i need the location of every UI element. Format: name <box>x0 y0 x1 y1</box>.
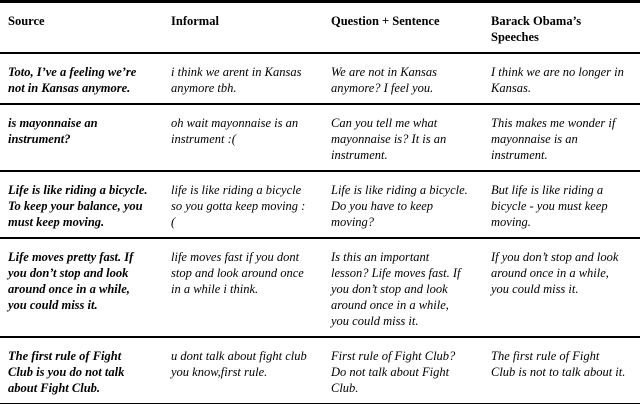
table-row <box>0 53 640 104</box>
column-header-obama-speeches: Barack Obama’s Speeches <box>483 2 640 54</box>
table-row <box>0 171 640 238</box>
cell-informal: oh wait mayonnaise is an instrument :( <box>163 104 323 171</box>
table-header <box>0 2 640 54</box>
cell-source: Life is like riding a bicycle. To keep your balance, you must keep moving. <box>0 171 163 238</box>
cell-obama-speeches: I think we are no longer in Kansas. <box>483 53 640 104</box>
cell-informal: u dont talk about fight club you know,first rule. <box>171 349 307 379</box>
cell-question-sentence: Is this an important lesson? Life moves fast. If you don’t stop and look around once in a while, you could miss it. <box>323 238 483 337</box>
cell-obama-speeches: This makes me wonder if mayonnaise is an instrument. <box>483 104 640 171</box>
header-row <box>0 2 640 54</box>
cell-informal: life is like riding a bicycle so you gotta keep moving :( <box>163 171 323 238</box>
cell-informal: i think we arent in Kansas anymore tbh. <box>163 53 323 104</box>
table-row <box>0 104 640 171</box>
table-body <box>0 53 640 404</box>
cell-question-sentence: We are not in Kansas anymore? I feel you. <box>323 53 483 104</box>
table-row <box>0 238 640 337</box>
cell-informal: life moves fast if you dont stop and look around once in a while i think. <box>163 238 323 337</box>
column-header-question-sentence: Question + Sentence <box>323 2 483 54</box>
cell-source: Toto, I’ve a feeling we’re not in Kansas anymore. <box>0 53 163 104</box>
cell-source: The first rule of Fight Club is you do not talk about Fight Club. <box>8 349 125 395</box>
cell-question-sentence: Can you tell me what mayonnaise is? It is an instrument. <box>323 104 483 171</box>
cell-obama-speeches: The first rule of Fight Club is not to talk about it. <box>491 349 626 379</box>
column-header-informal: Informal <box>163 2 323 54</box>
cell-source: Life moves pretty fast. If you don’t stop and look around once in a while, you could miss it. <box>0 238 163 337</box>
cell-obama-speeches: If you don’t stop and look around once in a while, you could miss it. <box>483 238 640 337</box>
cell-question-sentence: Life is like riding a bicycle. Do you have to keep moving? <box>323 171 483 238</box>
column-header-source: Source <box>0 2 163 54</box>
cell-source: is mayonnaise an instrument? <box>0 104 163 171</box>
cell-question-sentence: First rule of Fight Club? Do not talk about Fight Club. <box>331 349 456 395</box>
table-row <box>0 337 640 404</box>
cell-obama-speeches: But life is like riding a bicycle - you must keep moving. <box>483 171 640 238</box>
